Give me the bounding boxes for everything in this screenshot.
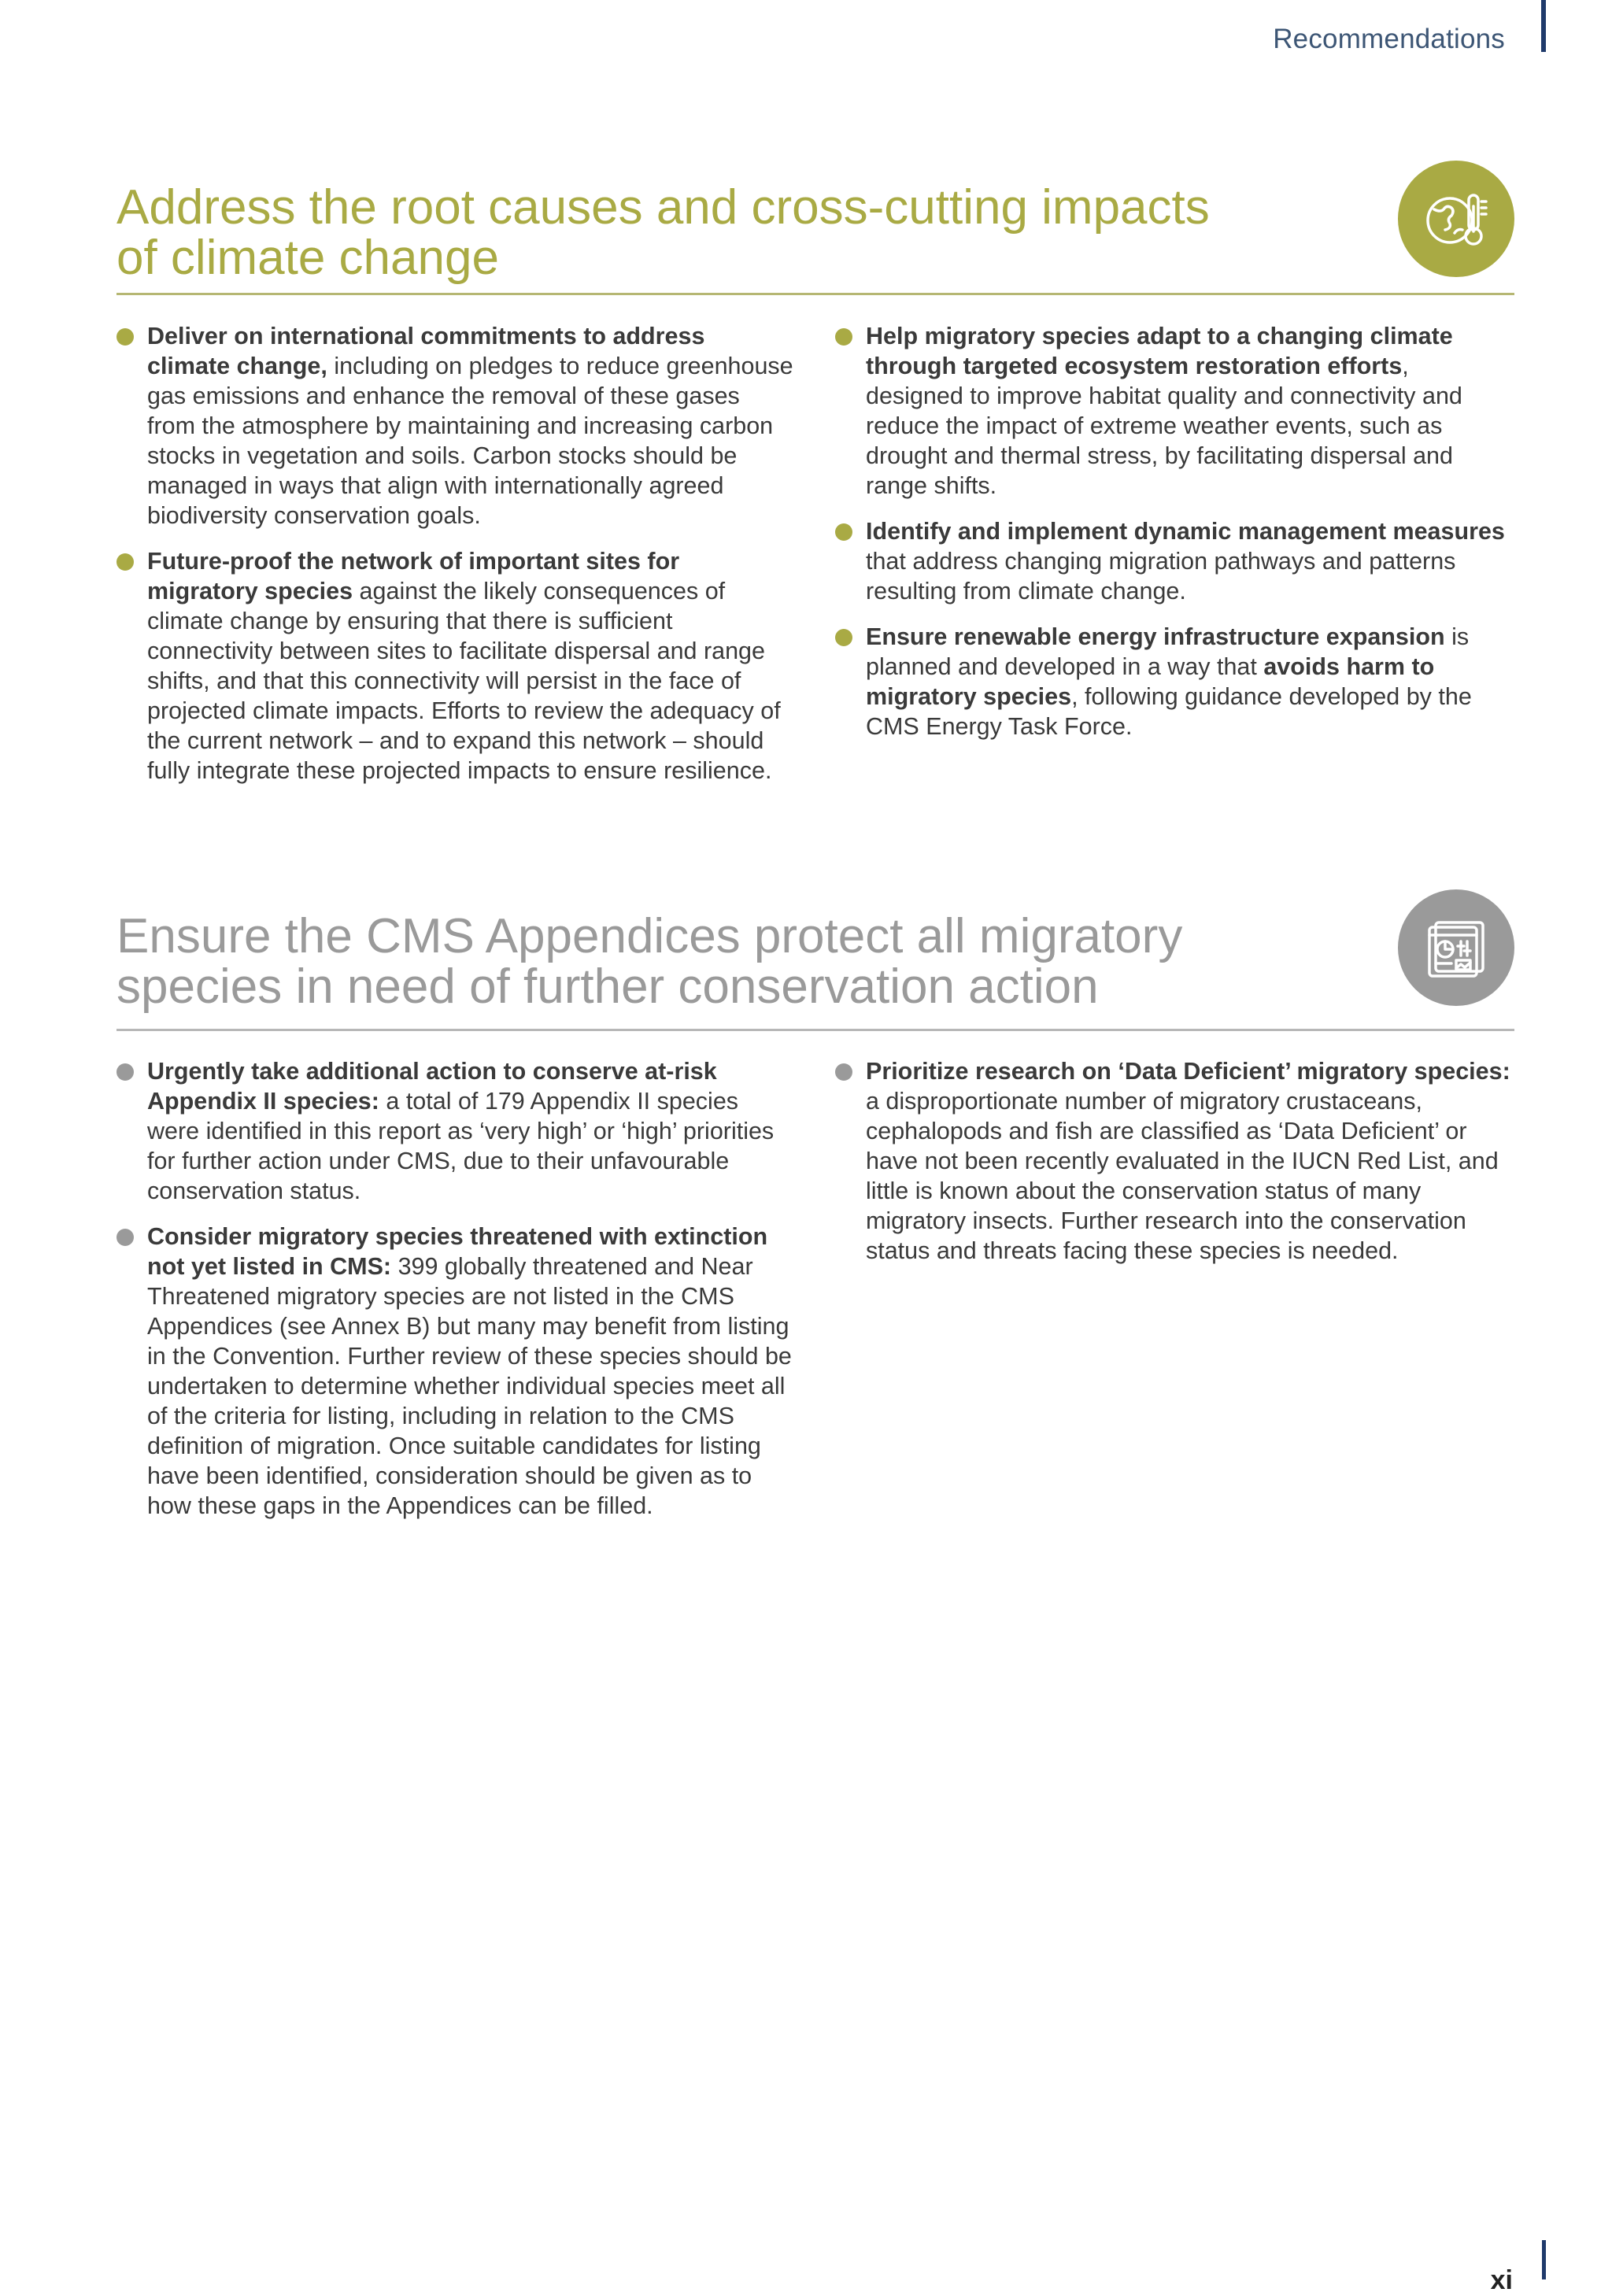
item-body: , following guidance developed by the CMS Energy Task Force. (866, 683, 1472, 740)
list-item (835, 516, 1512, 606)
bullet-dot (116, 1229, 134, 1246)
bullet-dot (835, 1063, 852, 1081)
item-lead: Urgently take additional action to conserve at-risk Appendix II species: (147, 1058, 717, 1115)
item-body: including on pledges to reduce greenhouse gas emissions and enhance the removal of these gases from the atmosphere by maintaining and increasing carbon stocks in vegetation and soils. Carbon stocks should be managed in ways that align with internationally agreed biodiversity conservation goals. (147, 353, 793, 529)
bullet-dot (116, 1063, 134, 1081)
section2-title (116, 911, 1266, 1012)
item-lead: Consider migratory species threatened with extinction not yet listed in CMS: (147, 1223, 768, 1280)
section2-title-line1: Ensure the CMS Appendices protect all migratory (116, 909, 1183, 963)
item-lead: Deliver on international commitments to address climate change, (147, 323, 705, 379)
list-item (116, 321, 793, 531)
globe-thermometer-icon (1398, 161, 1514, 277)
section1-title (116, 180, 1266, 285)
section2-left-column (116, 1056, 793, 1536)
bullet-dot (116, 553, 134, 571)
dashboard-report-icon (1398, 889, 1514, 1006)
bullet-dot (116, 328, 134, 346)
section2-title-line2: species in need of further conservation action (116, 959, 1099, 1014)
page-number: xi (1490, 2265, 1513, 2295)
section1-left-column (116, 321, 793, 801)
section1-rule (116, 293, 1514, 295)
section1-right-column (835, 321, 1512, 757)
section2-rule (116, 1029, 1514, 1031)
footer-accent-bar (1542, 2240, 1546, 2279)
bullet-dot (835, 629, 852, 646)
section1-title-line1: Address the root causes and cross-cutting impacts (116, 180, 1210, 235)
bullet-dot (835, 328, 852, 346)
list-item (835, 321, 1512, 501)
list-item (835, 622, 1512, 741)
list-item (116, 546, 793, 786)
item-lead: Identify and implement dynamic management measures (866, 518, 1505, 545)
item-body: is planned and developed in a way that (866, 623, 1470, 680)
list-item (116, 1056, 793, 1206)
item-body: a disproportionate number of migratory crustaceans, cephalopods and fish are classified as ‘Data Deficient’ or have not been recently evaluated in the IUCN Red List, and little is known about the conservation status of many migratory insects. Further research into the conservation status and threats facing these species is needed. (866, 1088, 1499, 1264)
item-body: against the likely consequences of climate change by ensuring that there is sufficient connectivity between sites to facilitate dispersal and range shifts, and that this connectivity will persist in the face of projected climate impacts. Efforts to review the adequacy of the current network – and to expand this network – should fully integrate these projected impacts to ensure resilience. (147, 578, 781, 784)
section1-title-line2: of climate change (116, 231, 499, 285)
bullet-dot (835, 523, 852, 541)
list-item (116, 1222, 793, 1521)
item-lead: Future-proof the network of important sites for migratory species (147, 548, 680, 605)
item-lead: Ensure renewable energy infrastructure expansion (866, 623, 1445, 650)
running-header: Recommendations (1273, 24, 1505, 54)
section2-right-column (835, 1056, 1512, 1281)
item-body: , designed to improve habitat quality and connectivity and reduce the impact of extreme weather events, such as drought and thermal stress, by facilitating dispersal and range shifts. (866, 353, 1462, 499)
item-body: that address changing migration pathways and patterns resulting from climate change. (866, 548, 1456, 605)
item-body: a total of 179 Appendix II species were identified in this report as ‘very high’ or ‘high’ priorities for further action under CMS, due to their unfavourable conservation status. (147, 1088, 775, 1204)
item-lead: Prioritize research on ‘Data Deficient’ migratory species: (866, 1058, 1510, 1085)
list-item (835, 1056, 1512, 1266)
header-accent-bar (1541, 0, 1546, 52)
item-emphasis: avoids harm to migratory species (866, 653, 1435, 710)
item-lead: Help migratory species adapt to a changing climate through targeted ecosystem restoration efforts (866, 323, 1453, 379)
item-body: 399 globally threatened and Near Threatened migratory species are not listed in the CMS Appendices (see Annex B) but many may benefit from listing in the Convention. Further review of these species should be undertaken to determine whether individual species meet all of the criteria for listing, including in relation to the CMS definition of migration. Once suitable candidates for listing have been identified, consideration should be given as to how these gaps in the Appendices can be filled. (147, 1253, 792, 1519)
